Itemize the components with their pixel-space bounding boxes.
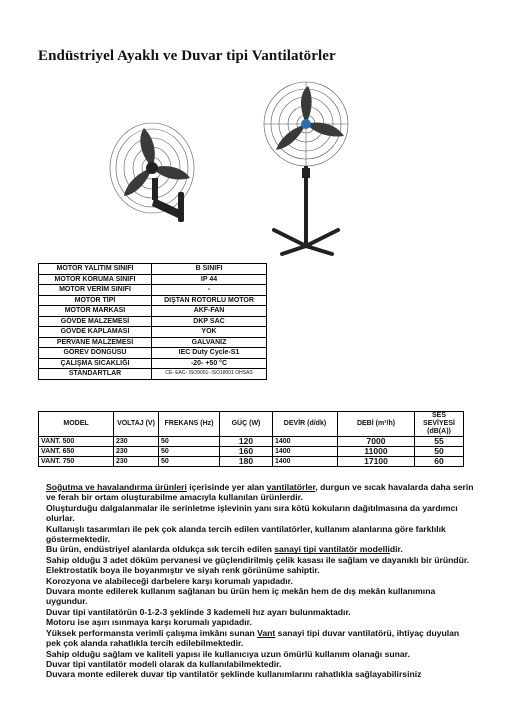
cell-voltage: 230 — [114, 447, 159, 457]
description-paragraph: Elektrostatik boya ile boyanmıştır ve siyah renk görünüme sahiptir. — [46, 565, 320, 576]
cell-speed: 1400 — [273, 457, 338, 467]
vant-link[interactable]: Vant — [257, 627, 276, 638]
table-row — [39, 274, 267, 285]
spec-value: YOK — [152, 327, 267, 338]
table-row — [39, 327, 267, 338]
spec-value: CE- EAC- ISO9001- ISO18001 OHSAS — [152, 369, 267, 380]
column-header: VOLTAJ (V) — [114, 412, 159, 437]
stand-fan-pole — [302, 166, 310, 246]
column-header: MODEL — [39, 412, 114, 437]
cooling-products-link[interactable]: Soğutma ve havalandırma ürünleri — [46, 482, 187, 492]
spec-key: MOTOR KORUMA SINIFI — [39, 274, 152, 285]
cell-noise: 50 — [415, 447, 464, 457]
stand-fan-image — [252, 80, 360, 258]
column-header: DEBİ (m³/h) — [338, 412, 415, 437]
spec-value: -20- +50 °C — [152, 358, 267, 369]
cell-flow: 11000 — [338, 447, 415, 457]
spec-value: GALVANİZ — [152, 337, 267, 348]
table-header-row — [39, 412, 464, 437]
column-header: FREKANS (Hz) — [159, 412, 220, 437]
cell-flow: 7000 — [338, 437, 415, 447]
spec-value: IEC Duty Cycle-S1 — [152, 348, 267, 359]
column-header: GÜÇ (W) — [220, 412, 273, 437]
industrial-fan-link[interactable]: sanayi tipi vantilatör modelli — [274, 544, 390, 555]
spec-table — [38, 263, 267, 380]
description-paragraph: Duvar tipi vantilatör modeli olarak da kullanılabilmektedir. — [46, 658, 282, 669]
spec-key: MOTOR VERİM SINIFI — [39, 285, 152, 296]
spec-value: DKP SAC — [152, 316, 267, 327]
table-row — [39, 457, 464, 467]
spec-key: MOTOR MARKASI — [39, 306, 152, 317]
description-paragraph: Duvara monte edilerek duvar tip vantilatör şeklinde kullanımlarını rahatlıkla sağlayabilirsiniz — [46, 669, 422, 680]
cell-speed: 1400 — [273, 437, 338, 447]
spec-value: AKF-FAN — [152, 306, 267, 317]
table-row — [39, 264, 267, 275]
wall-fan-hub — [146, 162, 158, 174]
table-row — [39, 285, 267, 296]
description-paragraph: Sahip olduğu sağlam ve kaliteli yapısı ile kullanıcıya uzun ömürlü kullanım olanağı sunar. — [46, 648, 410, 659]
cell-speed: 1400 — [273, 447, 338, 457]
description-paragraph: Kullanışlı tasarımları ile pek çok alanda tercih edilen vantilatörler, kullanım alanlarına göre farklılık göstermektedir. — [46, 523, 446, 545]
cell-power: 120 — [220, 437, 273, 447]
table-row — [39, 337, 267, 348]
column-header: SES SEVİYESİ (dB(A)) — [415, 412, 464, 437]
description-text: Bu ürün, endüstriyel alanlarda oldukça sık tercih edilen — [46, 544, 275, 555]
description-text: Yüksek performansta verimli çalışma imkânı sunan — [46, 627, 258, 638]
table-row — [39, 447, 464, 457]
cell-frequency: 50 — [159, 447, 220, 457]
table-row — [39, 358, 267, 369]
description-text: dir. — [389, 544, 403, 555]
cell-frequency: 50 — [159, 437, 220, 447]
spec-value: B SINIFI — [152, 264, 267, 275]
cell-power: 180 — [220, 457, 273, 467]
description-paragraph — [46, 544, 476, 554]
stand-fan-blades — [276, 86, 344, 150]
cell-model: VANT. 750 — [39, 457, 114, 467]
wall-fan-bracket — [152, 178, 184, 222]
cell-model: VANT. 650 — [39, 447, 114, 457]
description-paragraph: Oluşturduğu dalgalanmalar ile serinletme işlevinin yanı sıra kötü kokuların dağıtılmasına da yardımcı olurlar. — [46, 502, 458, 524]
model-table — [38, 411, 464, 467]
description-paragraph: Duvar tipi vantilatörün 0-1-2-3 şeklinde 3 kademeli hız ayarı bulunmaktadır. — [46, 606, 351, 617]
page-title: Endüstriyel Ayaklı ve Duvar tipi Vantilatörler — [38, 48, 336, 64]
table-row — [39, 306, 267, 317]
description-text: içerisinde yer alan — [186, 482, 267, 492]
description-text: sanayi tipi duvar vantilatörü, ihtiyaç duyulan pek çok alanda rahatlıkla tercih edilebilmektedir. — [46, 627, 460, 649]
stand-fan-hub — [301, 119, 311, 129]
cell-voltage: 230 — [114, 457, 159, 467]
cell-voltage: 230 — [114, 437, 159, 447]
cell-model: VANT. 500 — [39, 437, 114, 447]
cell-flow: 17100 — [338, 457, 415, 467]
spec-key: PERVANE MALZEMESİ — [39, 337, 152, 348]
product-description — [46, 482, 476, 680]
spec-value: DIŞTAN ROTORLU MOTOR — [152, 295, 267, 306]
spec-value: IP 44 — [152, 274, 267, 285]
description-paragraph: Sahip olduğu 3 adet döküm pervanesi ve güçlendirilmiş çelik kasası ile sağlam ve dayanıklı bir üründür. — [46, 554, 470, 565]
cell-noise: 55 — [415, 437, 464, 447]
table-row — [39, 369, 267, 380]
description-paragraph — [46, 628, 476, 649]
cell-power: 160 — [220, 447, 273, 457]
spec-key: ÇALIŞMA SICAKLIĞI — [39, 358, 152, 369]
column-header: DEVİR (d/dk) — [273, 412, 338, 437]
table-row — [39, 437, 464, 447]
spec-key: MOTOR TİPİ — [39, 295, 152, 306]
spec-key: STANDARTLAR — [39, 369, 152, 380]
cell-noise: 60 — [415, 457, 464, 467]
cell-frequency: 50 — [159, 457, 220, 467]
description-paragraph: Motoru ise aşırı ısınmaya karşı korumalı yapıdadır. — [46, 617, 252, 628]
description-text: , durgun ve sıcak havalarda daha serin ve ferah bir ortam oluşturabilme amacıyla kullanılan ürünlerdir. — [46, 482, 474, 503]
spec-key: MOTOR YALITIM SINIFI — [39, 264, 152, 275]
spec-value: - — [152, 285, 267, 296]
description-paragraph: Duvara monte edilerek kullanım sağlanan bu ürün hem iç mekân hem de dış mekân kullanımına uygundur. — [46, 586, 436, 607]
fans-link[interactable]: vantilatörler — [266, 482, 316, 492]
table-row — [39, 316, 267, 327]
table-row — [39, 348, 267, 359]
spec-key: GÖVDE MALZEMESİ — [39, 316, 152, 327]
spec-key: GÖVDE KAPLAMASI — [39, 327, 152, 338]
description-paragraph — [46, 482, 476, 503]
spec-key: GÖREV DÖNGÜSÜ — [39, 348, 152, 359]
wall-fan-image — [102, 118, 220, 226]
table-row — [39, 295, 267, 306]
description-paragraph: Korozyona ve alabileceği darbelere karşı korumalı yapıdadır. — [46, 575, 293, 586]
